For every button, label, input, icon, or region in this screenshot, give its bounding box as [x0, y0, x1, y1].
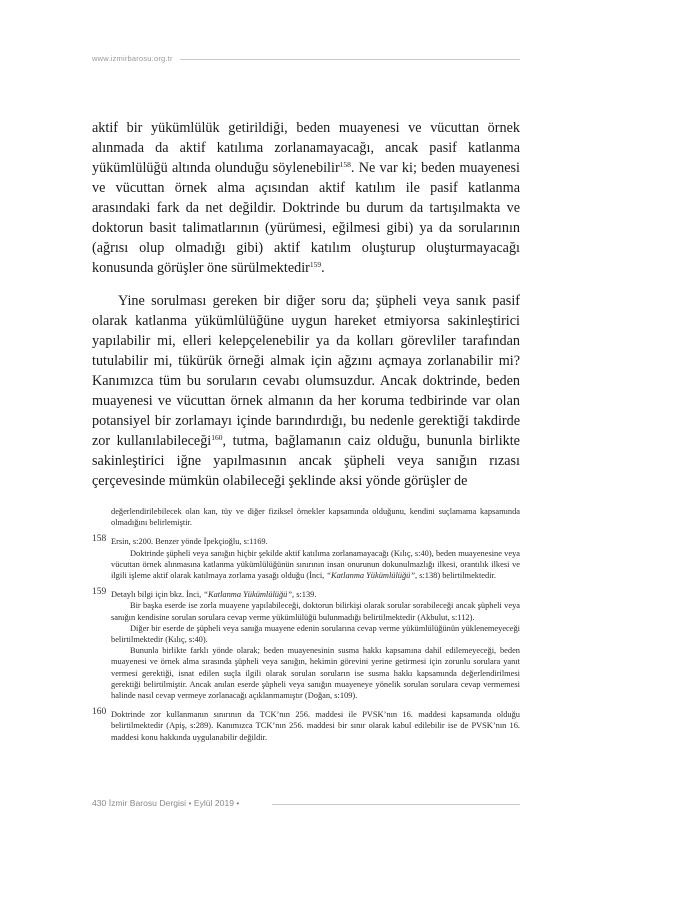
footnotes	[92, 506, 520, 743]
footnote-number: 159	[92, 587, 107, 598]
footer-divider	[272, 804, 520, 805]
footnote-paragraph: Bir başka eserde ise zorla muayene yapılabileceği, doktorun bilirkişi olarak sorular sorabileceği ancak şüpheli veya sanığın kendisine sorulan sorulara cevap verme yükümlülüğü bulunmadığı belirtilmektedir (Akbulut, s:112).	[111, 601, 520, 622]
paragraph-text: aktif bir yükümlülük getirildiği, beden muayenesi ve vücuttan örnek alınmada da aktif katılıma zorlanamayacağı, ancak pasif katlanma yükümlülüğü altında olunduğu söylenebilir	[92, 120, 520, 176]
header-url[interactable]: www.izmirbarosu.org.tr	[92, 54, 173, 63]
footnote-paragraph	[111, 548, 520, 582]
footnote-text: Detaylı bilgi için bkz. İnci,	[111, 590, 204, 600]
footnote-160	[92, 709, 520, 743]
paragraph	[92, 291, 520, 491]
footnote-paragraph: Bununla birlikte farklı yönde olarak; beden muayenesinin susma hakkı kapsamına dahil edilemeyeceği, beden muayenesi ve örnek alma sırasında şüpheli veya sanığın, hekimin görevini yerine getirmesi için zorunlu sorulara yanıt vermesi gerektiği, isnat edilen suçla ilgili olarak sorulan soruların ise susma hakkı kapsamında değerlendirilmesi gerektiği belirtilmiştir. Ancak anılan eserde şüpheli veya sanığın muayeneye yönelik sorulan sorulara cevap vermemesi halinde nasıl cevap vermeye zorlanacağı açıklanmamıştır (Doğan, s:109).	[111, 646, 520, 701]
footnote-line	[111, 589, 520, 600]
footnote-line: Ersin, s:200. Benzer yönde İpekçioğlu, s:1169.	[111, 537, 268, 547]
footnote-ref-160[interactable]: 160	[211, 433, 223, 442]
footnote-159	[92, 589, 520, 701]
footnote-continuation: değerlendirilebilecek olan kan, tüy ve diğer fiziksel örnekler kapsamında olduğunu, kendini suçlamama kapsamında olmadığını belirlemiştir.	[111, 507, 520, 528]
footnote-paragraph: Diğer bir eserde de şüpheli veya sanığa muayene edenin sorularına cevap verme yükümlülüğünün yüklenemeyeceği belirtilmektedir (Kılıç, s:40).	[111, 623, 520, 645]
paragraph	[92, 118, 520, 278]
footnote-text: , s:139.	[292, 590, 317, 600]
body-text	[92, 118, 520, 491]
footnote-158	[92, 536, 520, 581]
paragraph-text: Yine sorulması gereken bir diğer soru da; şüpheli veya sanık pasif olarak katlanma yükümlülüğüne uygun hareket etmiyorsa sakinleştirici yapılabilir mi, elleri kelepçelenebilir ya da kolları görevliler tarafından tutulabilir mi, tükürük örneği almak için ağzını açmaya zorlanabilir mi? Kanımızca tüm bu soruların cevabı olumsuzdur. Ancak doktrinde, beden muayenesi ve vücuttan örnek almanın da her koruma tedbirinde var olan potansiyel bir zorlamayı içinde barındırdığı, bu nedenle gerektiği takdirde zor kullanılabileceği	[92, 293, 520, 449]
footnote-ref-158[interactable]: 158	[339, 160, 351, 169]
footnote-number: 160	[92, 707, 107, 718]
footnote-number: 158	[92, 534, 107, 545]
footnote-text: Doktrinde şüpheli veya sanığın hiçbir şekilde aktif katılıma zorlanamayacağı (Kılıç, s:40), beden muayenesine veya vücuttan örnek alınmasına katlanma yükümlülüğünün sınırının insan onurunun dokunulmazlığı ilkesi, orantılık ilkesi ve ilgili işleme aktif olarak katılmaya zorlama yasağı olduğu (İnci,	[111, 548, 520, 581]
paragraph-text: .	[321, 260, 325, 276]
footnote-ref-159[interactable]: 159	[309, 260, 322, 269]
footer-text: 430 İzmir Barosu Dergisi • Eylül 2019 •	[92, 798, 240, 808]
paragraph-text: . Ne var ki; beden muayenesi ve vücuttan örnek alma açısından aktif katılım ile pasif katlanma arasındaki fark da net değildir. Doktrinde bu durum da tartışılmakta ve doktorun basit talimatlarının (yürümesi, eğilmesi gibi) ya da sorularının (ağrısı olup olmadığı gibi) aktif katılım oluşturup oluşturmayacağı konusunda görüşler öne sürülmektedir	[92, 160, 520, 276]
header-divider	[180, 59, 520, 60]
paragraph-text: , tutma, bağlamanın caiz olduğu, bununla birlikte sakinleştirici iğne yapılmasının ancak şüpheli veya sanığın rızası çerçevesinde mümkün olabileceği şeklinde aksi yönde görüşler de	[92, 433, 520, 489]
footnote-text-italic: “Katlanma Yükümlülüğü”	[326, 571, 416, 581]
footnote-text: , s:138) belirtilmektedir.	[415, 571, 496, 581]
page-footer	[92, 796, 520, 810]
footnote-line: Doktrinde zor kullanmanın sınırının da TCK’nın 256. maddesi ile PVSK’nın 16. maddesi kapsamında olduğu belirtilmektedir (Apiş, s:289). Kanımızca TCK’nın 256. maddesi bir sınır olarak kabul edilebilir ise de PVSK’nın 16. maddesi konu hakkında uygulanabilir değildir.	[111, 710, 520, 742]
footnote-text-italic: “Katlanma Yükümlülüğü”	[203, 590, 292, 600]
